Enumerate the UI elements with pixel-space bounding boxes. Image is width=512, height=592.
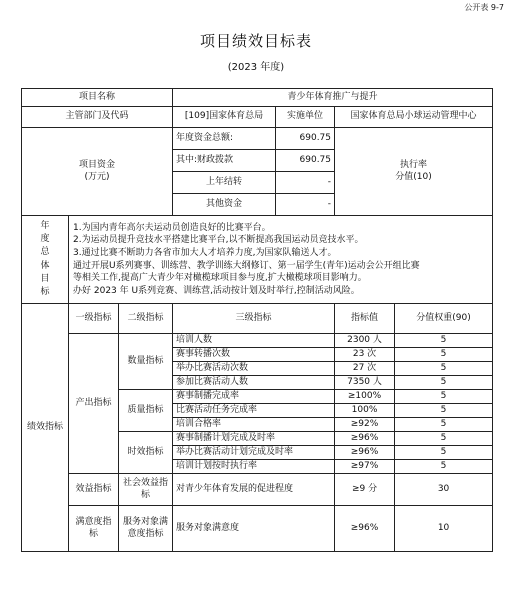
funds-label-line: 项目资金 (79, 160, 116, 171)
indicator-name: 比赛活动任务完成率 (173, 404, 335, 418)
goal-char: 度 (40, 234, 50, 245)
benefit-indicator-label: 效益指标 (69, 474, 119, 506)
project-name-value: 青少年体育推广与提升 (173, 89, 493, 107)
header-level2: 二级指标 (119, 304, 173, 334)
goal-line: 3.通过比赛不断助力各省市加大人才培养力度,为国家队输送人才。 (73, 247, 337, 258)
indicator-weight: 5 (395, 390, 493, 404)
fund-other-value: - (276, 194, 335, 216)
goal-line: 等相关工作,提高广大青少年对橄榄球项目参与度,扩大橄榄球项目影响力。 (73, 273, 367, 284)
fund-fiscal-label: 其中:财政拨款 (173, 150, 276, 172)
indicator-value: ≥100% (335, 390, 395, 404)
exec-rate-cell (335, 128, 493, 216)
indicator-weight: 5 (395, 432, 493, 446)
indicator-weight: 30 (395, 474, 493, 506)
indicator-value: ≥9 分 (335, 474, 395, 506)
page-title: 项目绩效目标表 (199, 32, 312, 50)
funds-unit-line: (万元) (84, 171, 110, 182)
unit-label: 实施单位 (276, 107, 335, 128)
fund-total-label: 年度资金总额: (173, 128, 276, 150)
indicator-value: 100% (335, 404, 395, 418)
annual-goal-text (69, 216, 493, 304)
goal-char: 年 (40, 221, 50, 232)
quality-indicator-label: 质量指标 (119, 390, 173, 432)
indicator-value: 27 次 (335, 362, 395, 376)
exec-rate-label: 执行率 (400, 160, 428, 171)
indicator-weight: 5 (395, 418, 493, 432)
goal-char: 总 (40, 247, 50, 258)
fund-fiscal-value: 690.75 (276, 150, 335, 172)
indicator-name: 赛事转播次数 (173, 348, 335, 362)
quantity-indicator-label: 数量指标 (119, 334, 173, 390)
funds-label (22, 128, 173, 216)
satisfaction-indicator-label: 满意度指标 (69, 506, 119, 552)
indicator-name: 赛事制播完成率 (173, 390, 335, 404)
indicator-name: 对青少年体育发展的促进程度 (173, 474, 335, 506)
goal-char: 标 (40, 286, 50, 297)
social-benefit-label: 社会效益指标 (119, 474, 173, 506)
indicator-weight: 5 (395, 446, 493, 460)
performance-table (21, 88, 493, 552)
output-indicator-label: 产出指标 (69, 334, 119, 474)
header-level1: 一级指标 (69, 304, 119, 334)
header-level3: 三级指标 (173, 304, 335, 334)
indicator-weight: 5 (395, 460, 493, 474)
indicator-value: ≥96% (335, 446, 395, 460)
indicator-weight: 5 (395, 348, 493, 362)
indicator-value: ≥92% (335, 418, 395, 432)
indicator-value: 7350 人 (335, 376, 395, 390)
goal-char: 目 (40, 273, 50, 284)
indicator-weight: 5 (395, 334, 493, 348)
dept-value: [109]国家体育总局 (173, 107, 276, 128)
indicator-value: ≥96% (335, 432, 395, 446)
service-satisfaction-label: 服务对象满意度指标 (119, 506, 173, 552)
indicator-weight: 10 (395, 506, 493, 552)
fund-total-value: 690.75 (276, 128, 335, 150)
indicator-weight: 5 (395, 404, 493, 418)
indicator-value: ≥97% (335, 460, 395, 474)
indicator-name: 举办比赛活动计划完成及时率 (173, 446, 335, 460)
indicator-weight: 5 (395, 362, 493, 376)
indicator-weight: 5 (395, 376, 493, 390)
indicator-name: 培训计划按时执行率 (173, 460, 335, 474)
goal-line: 1.为国内青年高尔夫运动员创造良好的比赛平台。 (73, 222, 271, 233)
indicator-name: 举办比赛活动次数 (173, 362, 335, 376)
year-subtitle: (2023 年度) (227, 62, 285, 73)
indicator-name: 赛事制播计划完成及时率 (173, 432, 335, 446)
goal-line: 2.为运动员提升竞技水平搭建比赛平台,以不断提高我国运动员竞技水平。 (73, 235, 364, 246)
indicator-name: 参加比赛活动人数 (173, 376, 335, 390)
score-label: 分值(10) (395, 171, 432, 182)
goal-line: 通过开展U系列赛事、训练营、教学训练大纲修订、第一届学生(青年)运动会公开组比赛 (73, 260, 420, 271)
fund-other-label: 其他资金 (173, 194, 276, 216)
annual-goal-label (22, 216, 69, 304)
goal-line: 办好 2023 年 U系列竞赛、训练营,活动按计划及时举行,控制活动风险。 (73, 285, 360, 296)
fund-carryover-label: 上年结转 (173, 172, 276, 194)
header-weight: 分值权重(90) (395, 304, 493, 334)
project-name-label: 项目名称 (22, 89, 173, 107)
indicator-name: 培训人数 (173, 334, 335, 348)
indicator-name: 培训合格率 (173, 418, 335, 432)
table-code: 公开表 9-7 (464, 3, 504, 12)
header-value: 指标值 (335, 304, 395, 334)
unit-value: 国家体育总局小球运动管理中心 (335, 107, 493, 128)
indicator-value: 2300 人 (335, 334, 395, 348)
fund-carryover-value: - (276, 172, 335, 194)
goal-char: 体 (40, 260, 50, 271)
indicators-label: 绩效指标 (22, 304, 69, 552)
timeliness-indicator-label: 时效指标 (119, 432, 173, 474)
dept-label: 主管部门及代码 (22, 107, 173, 128)
indicator-name: 服务对象满意度 (173, 506, 335, 552)
indicator-value: 23 次 (335, 348, 395, 362)
indicator-value: ≥96% (335, 506, 395, 552)
